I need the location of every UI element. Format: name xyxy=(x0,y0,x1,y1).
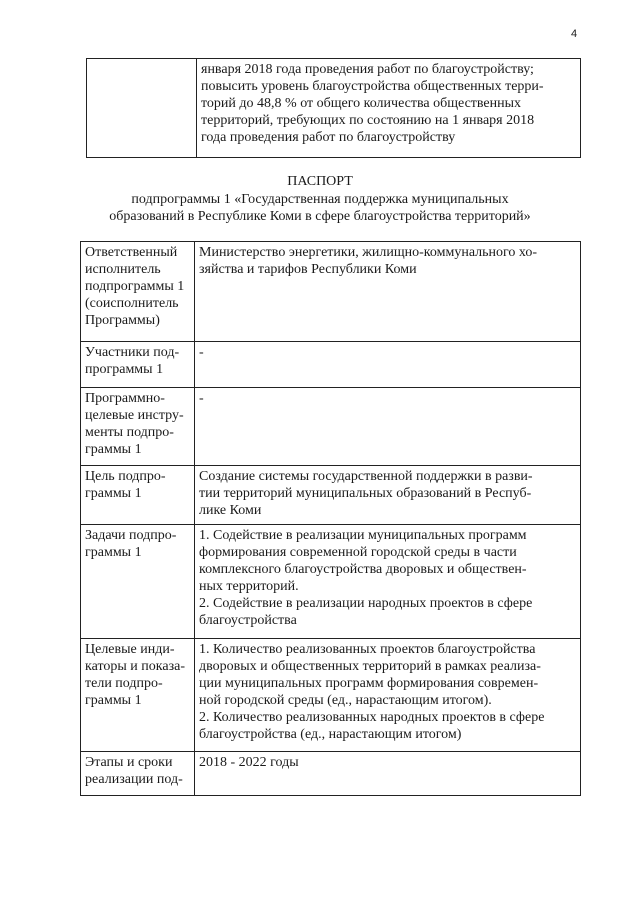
row-content-line: 2018 - 2022 годы xyxy=(199,755,299,770)
row-content-line: комплексного благоустройства дворовых и обществен- xyxy=(199,562,527,577)
row-label-line: подпрограммы 1 xyxy=(85,279,185,294)
table-row xyxy=(81,466,581,525)
table-row xyxy=(81,388,581,466)
continuation-row xyxy=(87,59,581,158)
table-row xyxy=(81,525,581,639)
row-content-line: лике Коми xyxy=(199,503,262,518)
row-content-line: 2. Содействие в реализации народных проектов в сфере xyxy=(199,596,533,611)
row-label-line: целевые инстру- xyxy=(85,408,184,423)
row-content-line: 1. Количество реализованных проектов благоустройства xyxy=(199,642,536,657)
row-label-line: граммы 1 xyxy=(85,545,142,560)
row-content-line: ной городской среды (ед., нарастающим итогом). xyxy=(199,693,492,708)
row-content-cell xyxy=(195,342,581,388)
row-label-cell xyxy=(81,466,195,525)
row-content-line: ных территорий. xyxy=(199,579,299,594)
row-label-cell xyxy=(81,639,195,752)
continuation-table xyxy=(86,58,581,158)
row-label-line: граммы 1 xyxy=(85,693,142,708)
table-row xyxy=(81,342,581,388)
row-content-line: Создание системы государственной поддержки в разви- xyxy=(199,469,533,484)
row-content-cell xyxy=(195,639,581,752)
row-content-line: ции муниципальных программ формирования современ- xyxy=(199,676,539,691)
row-label-line: (соисполнитель xyxy=(85,296,179,311)
row-content-cell xyxy=(195,466,581,525)
page-number: 4 xyxy=(571,28,578,40)
row-content-line: дворовых и общественных территорий в рамках реализа- xyxy=(199,659,541,674)
row-content-line: - xyxy=(199,345,204,360)
row-label-line: менты подпро- xyxy=(85,425,174,440)
continuation-line: года проведения работ по благоустройству xyxy=(201,130,456,145)
row-content-line: тии территорий муниципальных образований в Респуб- xyxy=(199,486,532,501)
row-label-line: Целевые инди- xyxy=(85,642,175,657)
row-content-line: Министерство энергетики, жилищно-коммунального хо- xyxy=(199,245,538,260)
row-label-cell xyxy=(81,525,195,639)
continuation-line: территорий, требующих по состоянию на 1 января 2018 xyxy=(201,113,535,128)
row-label-line: граммы 1 xyxy=(85,486,142,501)
passport-subtitle-line: подпрограммы 1 «Государственная поддержка муниципальных xyxy=(131,192,509,207)
row-label-line: Программы) xyxy=(85,313,160,328)
passport-heading: ПАСПОРТ xyxy=(287,174,353,189)
row-content-line: - xyxy=(199,391,204,406)
passport-table xyxy=(80,241,581,796)
row-label-line: реализации под- xyxy=(85,772,183,787)
passport-subtitle-line: образований в Республике Коми в сфере благоустройства территорий» xyxy=(109,209,531,224)
row-label-cell xyxy=(81,752,195,796)
passport-subtitle xyxy=(0,191,640,225)
passport-header xyxy=(0,173,640,225)
table-row xyxy=(81,639,581,752)
row-label-line: Ответственный xyxy=(85,245,178,260)
row-content-line: благоустройства xyxy=(199,613,297,628)
row-label-cell xyxy=(81,242,195,342)
continuation-content-cell xyxy=(197,59,581,158)
table-row xyxy=(81,242,581,342)
row-content-line: зяйства и тарифов Республики Коми xyxy=(199,262,417,277)
table-row xyxy=(81,752,581,796)
continuation-label-cell xyxy=(87,59,197,158)
row-content-line: формирования современной городской среды в части xyxy=(199,545,517,560)
row-label-line: каторы и показа- xyxy=(85,659,185,674)
row-content-line: благоустройства (ед., нарастающим итогом) xyxy=(199,727,462,742)
row-label-line: Задачи подпро- xyxy=(85,528,177,543)
row-label-line: тели подпро- xyxy=(85,676,163,691)
row-content-cell xyxy=(195,525,581,639)
row-content-cell xyxy=(195,242,581,342)
row-label-line: Участники под- xyxy=(85,345,180,360)
continuation-line: торий до 48,8 % от общего количества общественных xyxy=(201,96,522,111)
row-label-cell xyxy=(81,388,195,466)
row-label-line: Программно- xyxy=(85,391,165,406)
row-content-cell xyxy=(195,388,581,466)
row-label-line: программы 1 xyxy=(85,362,164,377)
row-content-cell xyxy=(195,752,581,796)
row-content-line: 1. Содействие в реализации муниципальных программ xyxy=(199,528,527,543)
row-label-cell xyxy=(81,342,195,388)
row-content-line: 2. Количество реализованных народных проектов в сфере xyxy=(199,710,545,725)
continuation-line: января 2018 года проведения работ по благоустройству; xyxy=(201,62,534,77)
row-label-line: Цель подпро- xyxy=(85,469,166,484)
row-label-line: граммы 1 xyxy=(85,442,142,457)
row-label-line: исполнитель xyxy=(85,262,161,277)
row-label-line: Этапы и сроки xyxy=(85,755,173,770)
continuation-line: повысить уровень благоустройства общественных терри- xyxy=(201,79,544,94)
